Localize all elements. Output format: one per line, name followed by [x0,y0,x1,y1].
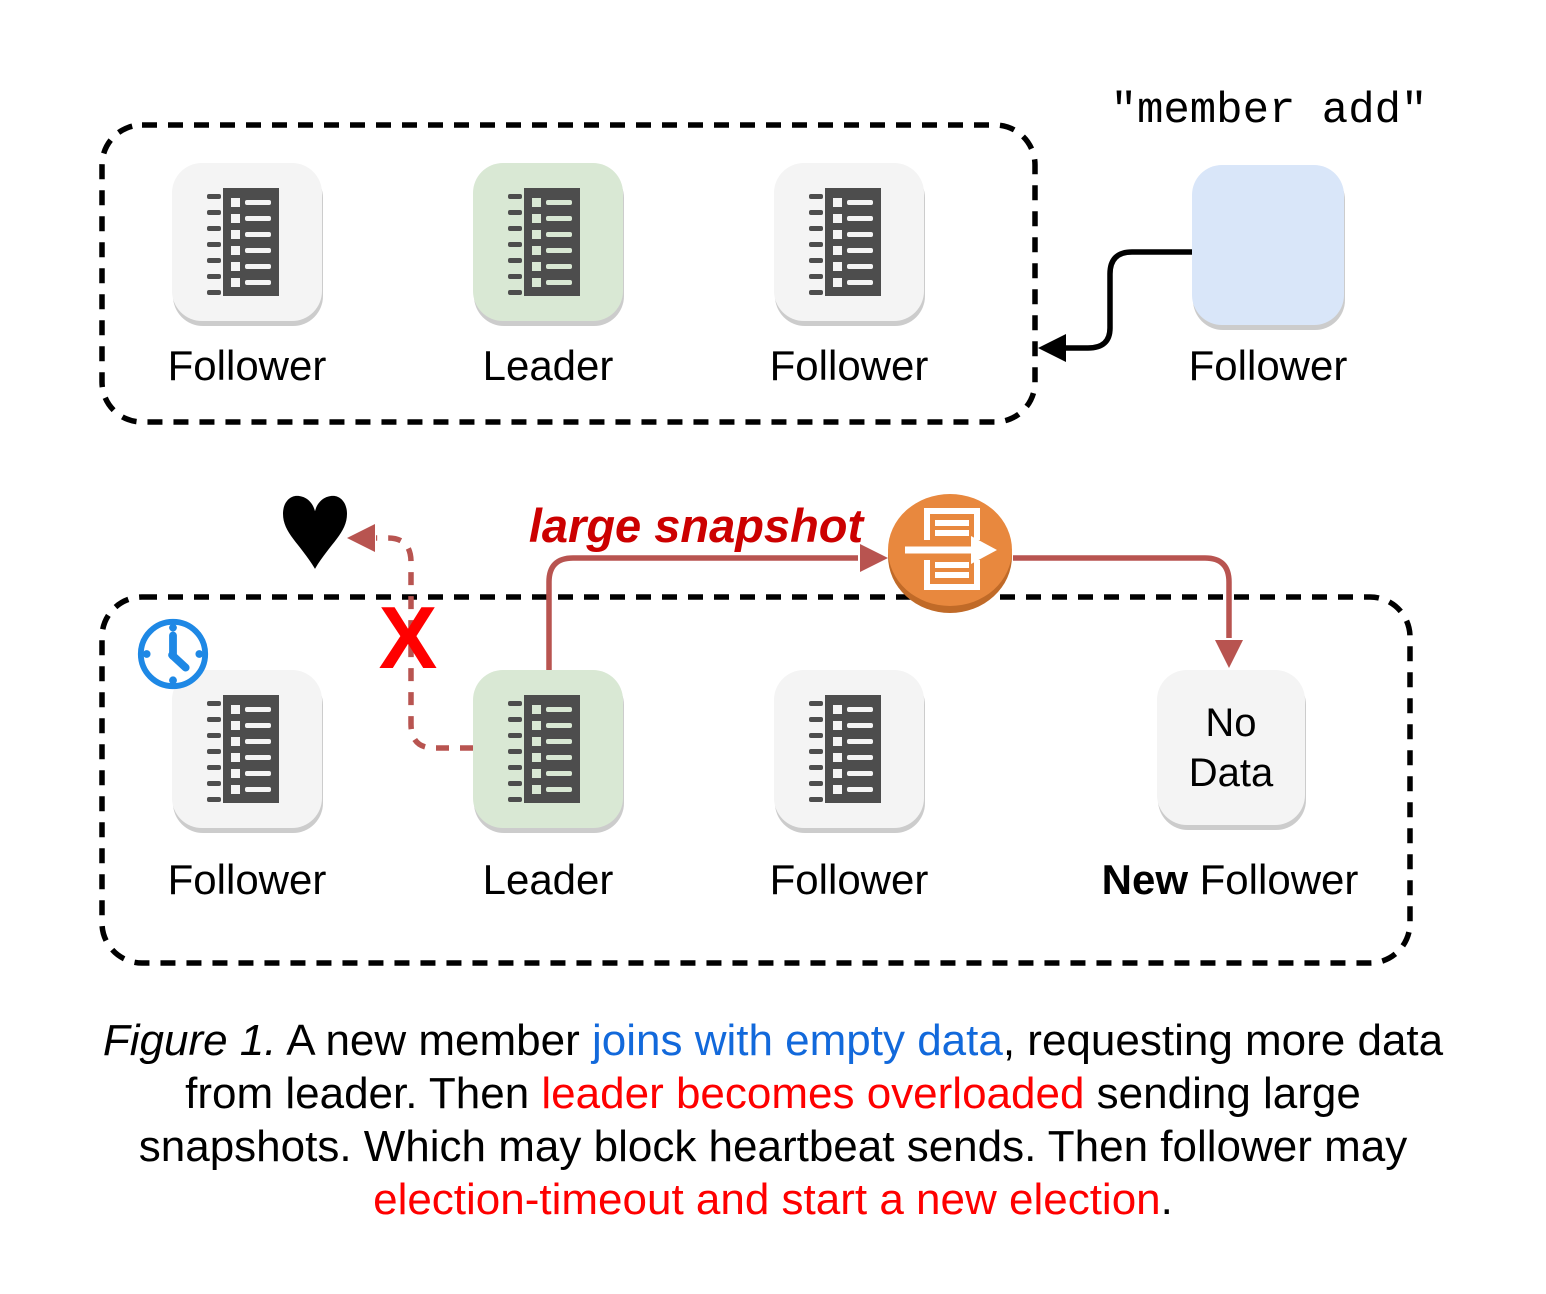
bottom-leader-label: Leader [482,856,614,903]
log-icon [809,186,889,298]
caption-line-1: Figure 1. A new member joins with empty data, requesting more data [102,1016,1444,1065]
top-follower-right-node [774,163,924,321]
top-follower-left-node [172,163,322,321]
large-snapshot-label: large snapshot [528,499,864,552]
member-add-command: "member add" [1110,86,1428,136]
top-leader-label: Leader [482,342,614,389]
no-data-node [1157,670,1305,825]
snapshot-transfer-icon [887,493,1013,615]
bottom-follower-right-node [774,670,924,828]
caption-line-3: snapshots. Which may block heartbeat sends. Then follower may [138,1122,1408,1171]
no-data-text: No Data [1188,700,1274,795]
heart-icon [283,494,347,572]
top-leader-node [473,163,623,321]
top-follower-right-label: Follower [769,342,929,389]
bottom-follower-left-node [172,670,322,828]
bottom-follower-left-label: Follower [167,856,327,903]
log-icon [207,693,287,805]
clock-icon [134,615,212,693]
log-icon [508,186,588,298]
new-member-label: Follower [1188,342,1348,389]
bottom-follower-right-label: Follower [769,856,929,903]
top-follower-left-label: Follower [167,342,327,389]
log-icon [207,186,287,298]
heartbeat-blocked-x: X [378,588,438,687]
log-icon [809,693,889,805]
caption-line-2: from leader. Then leader becomes overloaded sending large [185,1069,1361,1118]
figure-caption [0,1014,1546,1226]
new-member-node [1192,165,1344,325]
log-icon [508,693,588,805]
new-follower-label: New Follower [1101,856,1359,903]
caption-line-4: election-timeout and start a new election. [373,1175,1173,1224]
bottom-leader-node [473,670,623,828]
